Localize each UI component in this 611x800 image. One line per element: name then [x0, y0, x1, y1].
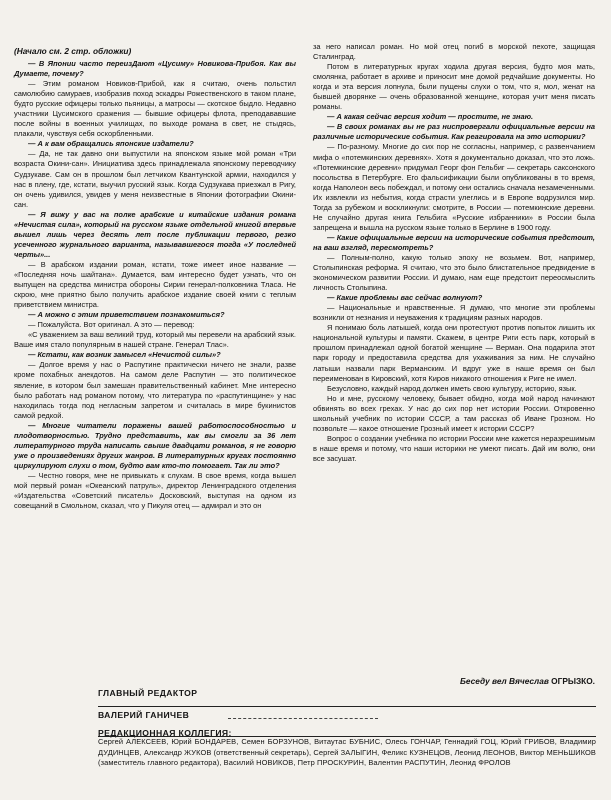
interview-question: — Я вижу у вас на полке арабские и китайские издания романа «Нечистая сила», который на русском языке отдельной книгой впервые вышел лишь через десять лет после публикации первого, резко усеченного журнального варианта, называвшегося тогда «У последней черты»...	[14, 209, 296, 259]
board-title: РЕДАКЦИОННАЯ КОЛЛЕГИЯ:	[98, 728, 232, 738]
signature-prefix: Беседу вел Вячеслав	[460, 676, 549, 686]
interview-paragraph: за него написал роман. Но мой отец погиб в морской пехоте, защищая Сталинград.	[313, 42, 595, 62]
interview-paragraph: Но и мне, русскому человеку, бывает обидно, когда мой народ начинают обвинять во всех грехах. У нас до сих пор нет истории России. Откровенно школьный учебник по истории СССР, а там рассказ об Иване Грозном. Но позвольте — какое отношение Грозный имеет к истории СССР?	[313, 393, 595, 433]
interview-question: — Какие официальные версии на исторические события предстоит, на ваш взгляд, пересмотреть?	[313, 232, 595, 252]
interview-question: — А можно с этим приветствием познакомиться?	[28, 310, 225, 320]
interview-paragraph: — Национальные и нравственные. Я думаю, что многие эти проблемы возникли от незнания и неуважения к традициям разных народов.	[313, 303, 595, 323]
interview-paragraph: — Долгое время у нас о Распутине практически ничего не знали, разве кроме похабных анекдотов. На самом деле Распутин — это политическое явление, в котором был замешан правительственный кабинет. Мне интересно было работать над романом потому, что литература по «распутинщине» у нас находилась тогда под негласным запретом и считалась в мире букинистов самой редкой.	[14, 360, 296, 420]
interview-question: — А какая сейчас версия ходит — простите, не знаю.	[327, 112, 534, 122]
article-column-left	[14, 59, 296, 511]
continuation-note: (Начало см. 2 стр. обложки)	[14, 46, 132, 56]
interview-question: — В своих романах вы не раз ниспровергали официальные версии на различные исторические события. Как реагировала на это историки?	[313, 122, 595, 142]
interview-question: — Кстати, как возник замысел «Нечистой силы»?	[28, 350, 221, 360]
interview-question: — В Японии часто переизДают «Цусиму» Новикова-Прибоя. Как вы Думаете, почему?	[14, 59, 296, 79]
interview-question: — Какие проблемы вас сейчас волнуют?	[327, 293, 483, 303]
article-column-right	[313, 42, 595, 464]
interview-paragraph: Безусловно, каждый народ должен иметь свою культуру, историю, язык.	[327, 383, 577, 393]
interview-paragraph: — Полным-полно, какую только эпоху не возьмем. Вот, например, Столыпинская реформа. Я считаю, что это было блистательное предвидение в экономическом развитии России. И думаю, нам еще предстоит переосмыслить личность Столыпина.	[313, 252, 595, 293]
interview-paragraph: «С уважением за ваш великий труд, который мы перевели на арабский язык. Ваше имя стало популярным в нашей стране. Генерал Тлас».	[14, 330, 296, 350]
interview-paragraph: — Честно говоря, мне не привыкать к слухам. В свое время, когда вышел мой первый роман «Океанский патруль», директор Ленинградского отделения «Издательства «Советский писатель» Досковский, выступая на одном из совещаний в Смольном, сказал, что у Пикуля отец — адмирал и это он	[14, 470, 296, 511]
editor-name: ВАЛЕРИЙ ГАНИЧЕВ	[98, 710, 190, 720]
interview-paragraph: Вопрос о создании учебника по истории России мне кажется неразрешимым в наше время и потому, что наши историки не умеют писать. Дай им волю, они все засушат.	[313, 433, 595, 463]
masthead-divider-dashed	[228, 718, 378, 719]
interview-question: — А к вам обращались японские издатели?	[28, 139, 194, 149]
editorial-board-list: Сергей АЛЕКСЕЕВ, Юрий БОНДАРЕВ, Семен БОРЗУНОВ, Витаутас БУБНИС, Олесь ГОНЧАР, Геннадий ГОЦ, Юрий ГРИБОВ, Владимир ДУДИНЦЕВ, Александр ЖУКОВ (ответственный секретарь), Сергей ЗАЛЫГИН, Феликс КУЗНЕЦОВ, Леонид ЛЕОНОВ, Виктор МЕНЬШИКОВ (заместитель главного редактора), Василий НОВИКОВ, Петр ПРОСКУРИН, Валентин РАСПУТИН, Леонид ФРОЛОВ	[98, 737, 596, 768]
interview-paragraph: Я понимаю боль латышей, когда они протестуют против попыток лишить их национальной культуры и памяти. Скажем, в центре Риги есть парк, который в прошлом принадлежал одной богатой женщине — Верман. Она подарила этот парк городу и предоставила средства для ухаживания за ним. Не случайно латыши назвали парк Верманским. И вдруг уже в наше время он был переименован в Кировский, хотя Киров никакого отношения к Риге не имел.	[313, 323, 595, 383]
interview-signature	[460, 676, 595, 686]
interview-paragraph: Потом в литературных кругах ходила другая версия, будто моя мать, смолянка, работает в архиве и приносит мне домой редчайшие документы. Но когда и эта версия лопнула, были пущены слухи о том, что я, мол, женат на бывшей дворянке — очень образованной женщине, которая учит меня писать романы.	[313, 62, 595, 112]
signature-name: ОГРЫЗКО.	[551, 676, 595, 686]
interview-paragraph: — В арабском издании роман, кстати, тоже имеет иное название — «Последняя ночь шайтана». Думается, вам интересно будет узнать, что он выпущен на средства министра обороны Сирии генерал-полковника Тласа. Не скрою, мне приятно было получить арабское издание своей книги с теплым приветствием министра.	[14, 259, 296, 310]
editor-title: ГЛАВНЫЙ РЕДАКТОР	[98, 688, 198, 698]
masthead-divider-top	[98, 706, 596, 707]
interview-paragraph: — Да, не так давно они выпустили на японском языке мой роман «Три возраста Окини-сан». Инициатива здесь принадлежала японскому переводчику Судзукаве. Сам он в прошлом был летчиком Квантунской армии, находился у нас в плену, где, кстати, выучил русский язык. Когда Судзукава приезжал в Ригу, он очень удивился, увидев у меня неизвестные в Японии фотографии Окини-сан.	[14, 149, 296, 209]
interview-paragraph: — По-разному. Многие до сих пор не согласны, например, с развенчанием мифа о «потемкинских деревнях». Хотя я документально доказал, что это ложь. «Потемкинские деревни» придумал Георг фон Гельбиг — секретарь саксонского посольства в Петербурге. Его фальсификации были опубликованы в то время, когда Наполеон весь побеждал, и потому они остались сначала незамеченными. Их извлекли из небытия, когда страсти улеглись и в Европе водрузился мир. Тогда за рубежом и воскликнули: смотрите, в России — потемкинские деревни. Не случайно другая книга Гельбига «Русские избранники» в России была запрещена и вышла на русском языке только в Берлине в 1900 году.	[313, 142, 595, 232]
interview-paragraph: — Этим романом Новиков-Прибой, как я считаю, очень польстил самолюбию самураев, изобразив поход эскадры Рожественского в таком плане, будто русские офицеры только пьяницы, а матросы — скотское быдло. Недавно участники Цусимского сражения — бывшие офицеры флота, преподававшие после войны в военных училищах, по выходе романа в свет, не стыдясь, плакали, чувствуя себя оскорбленными.	[14, 79, 296, 139]
interview-paragraph: — Пожалуйста. Вот оригинал. А это — перевод:	[28, 320, 195, 330]
interview-question: — Многие читатели поражены вашей работоспособностью и плодотворностью. Трудно представить, как вы смогли за 36 лет литературного труда написать свыше двадцати романов, я не говорю уже о произведениях других жанров. В литературных кругах постоянно циркулируют слухи о том, будто вам кто-то помогает. Так ли это?	[14, 420, 296, 470]
